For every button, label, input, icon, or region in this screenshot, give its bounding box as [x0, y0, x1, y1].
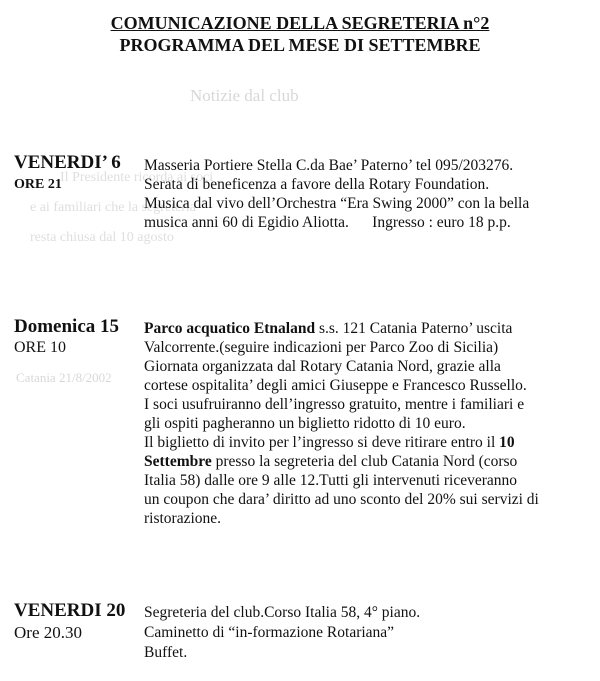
event-line: Musica dal vivo dell’Orchestra “Era Swing 2000” con la bella — [144, 195, 530, 212]
event-line — [144, 319, 584, 338]
bleed-through-line: Il Presidente ricorda ai soci — [60, 170, 214, 185]
venue-name: Parco acquatico Etnaland — [144, 320, 316, 337]
bleed-through-side-note: Catania 21/8/2002 — [16, 370, 112, 385]
event-line: Buffet. — [144, 644, 188, 661]
event-time: ORE 10 — [14, 339, 66, 356]
event-day: Domenica 15 — [14, 316, 120, 337]
bleed-through-heading: Notizie dal club — [190, 86, 299, 105]
event-text: Il biglietto di invito per l’ingresso si deve ritirare entro il — [144, 434, 500, 451]
event-time: ORE 21 — [14, 177, 62, 192]
event-text: presso la segreteria del club Catania Nord (corso — [211, 453, 518, 470]
event-line: ristorazione. — [144, 510, 222, 527]
document-title: COMUNICAZIONE DELLA SEGRETERIA n°2 — [110, 13, 490, 33]
event-line: un coupon che dara’ diritto ad uno sconto del 20% sui servizi di — [144, 491, 539, 508]
event-line: I soci usufruiranno dell’ingresso gratuito, mentre i familiari e — [144, 396, 525, 413]
event-line: Italia 58) dalle ore 9 alle 12.Tutti gli intervenuti riceveranno — [144, 472, 518, 489]
bleed-through-line: resta chiusa dal 10 agosto — [30, 230, 174, 245]
deadline-day: 10 — [499, 434, 515, 451]
event-time: Ore 20.30 — [14, 623, 82, 642]
event-day: VENERDI’ 6 — [14, 152, 121, 173]
event-line: gli ospiti pagheranno un biglietto ridotto di 10 euro. — [144, 415, 466, 432]
event-day: VENERDI 20 — [14, 600, 126, 621]
event-line: Giornata organizzata dal Rotary Catania Nord, grazie alla — [144, 358, 501, 375]
event-line — [144, 433, 584, 452]
deadline-month: Settembre — [144, 453, 212, 470]
event-line: Valcorrente.(seguire indicazioni per Parco Zoo di Sicilia) — [144, 339, 499, 356]
event-line: cortese ospitalita’ degli amici Giuseppe e Francesco Russello. — [144, 377, 527, 394]
event-line: Segreteria del club.Corso Italia 58, 4° piano. — [144, 604, 421, 621]
event-line — [144, 452, 584, 471]
event-line: musica anni 60 di Egidio Aliotta. Ingresso : euro 18 p.p. — [144, 214, 511, 231]
event-line: Caminetto di “in-formazione Rotariana” — [144, 624, 395, 641]
event-line: Serata di beneficenza a favore della Rotary Foundation. — [144, 176, 490, 193]
event-text: s.s. 121 Catania Paterno’ uscita — [315, 320, 513, 337]
event-line: Masseria Portiere Stella C.da Bae’ Paterno’ tel 095/203276. — [144, 157, 514, 174]
document-subtitle: PROGRAMMA DEL MESE DI SETTEMBRE — [119, 35, 481, 55]
bleed-through-line: e ai familiari che la segreteria — [30, 200, 196, 215]
